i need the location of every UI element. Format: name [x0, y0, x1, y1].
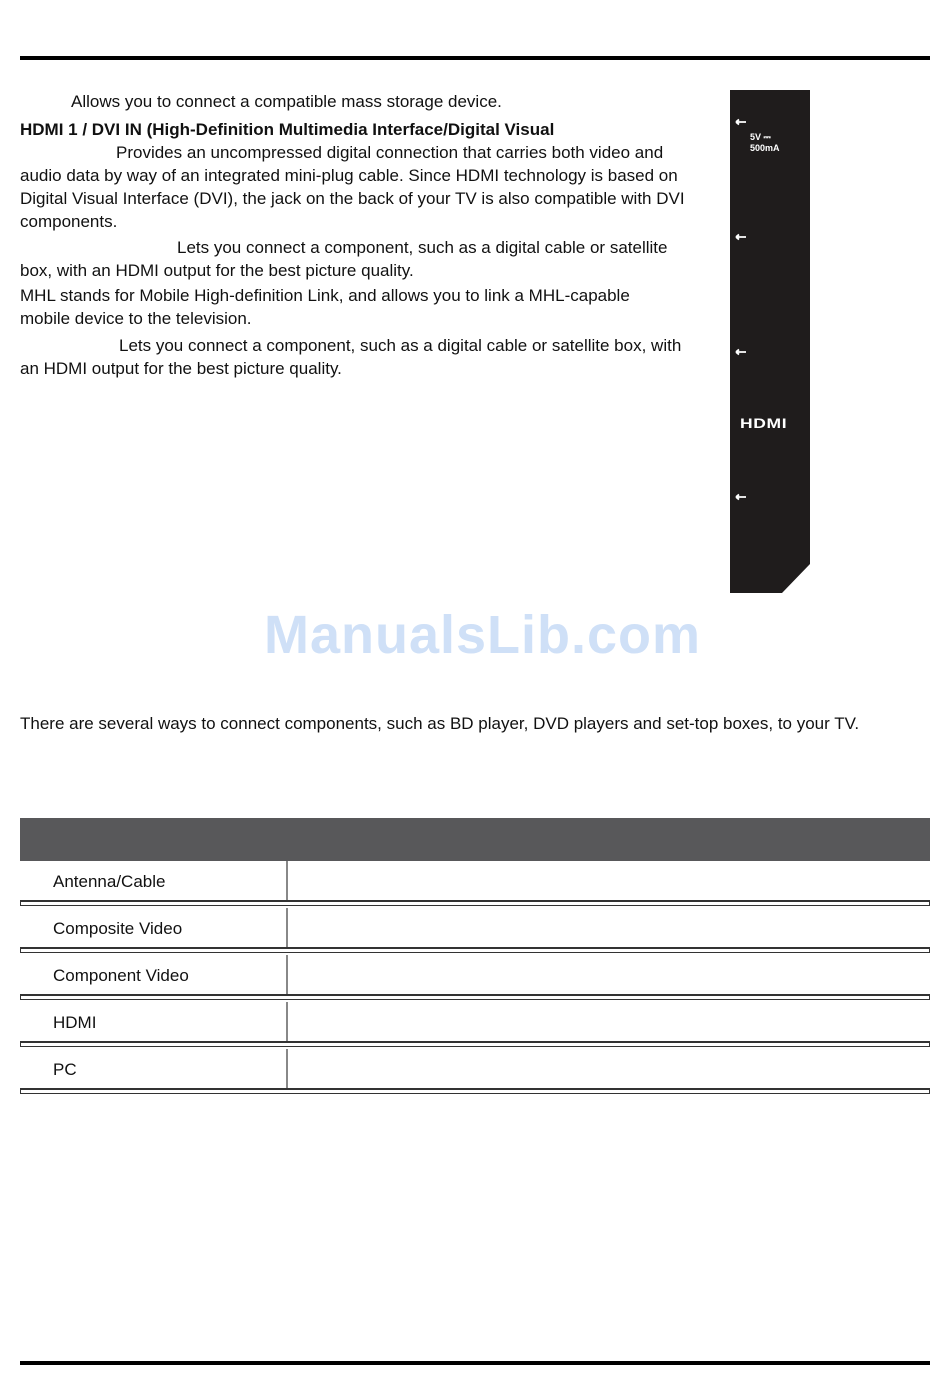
hdmi1-description: Provides an uncompressed digital connection that carries both video and audio data by way of an integrated mini-plug cable. Since HDMI technology is based on Digital Visual Interface (DVI), the jack on the back of your TV is also compatible with DVI components.: [20, 143, 685, 231]
hdmi3-description: Lets you connect a component, such as a digital cable or satellite box, with an HDMI output for the best picture quality.: [20, 336, 682, 378]
column-divider: [286, 955, 288, 994]
usb-port-arrow-icon: [735, 118, 747, 126]
column-divider: [286, 1002, 288, 1041]
bottom-rule: [20, 1361, 930, 1365]
row-separator: [20, 947, 930, 953]
row-label-component-video: Component Video: [53, 966, 189, 985]
row-separator: [20, 900, 930, 906]
watermark: ManualsLib.com: [263, 605, 702, 665]
mhl-description: MHL stands for Mobile High-definition Link, and allows you to link a MHL-capable mobile device to the television.: [20, 286, 630, 328]
table-row: [20, 955, 930, 994]
table-row: [20, 908, 930, 947]
column-divider: [286, 908, 288, 947]
table-row: [20, 1049, 930, 1088]
usb-voltage-label: 5V ⎓: [750, 132, 771, 142]
connection-type-table: [20, 818, 930, 1096]
row-label-pc: PC: [53, 1060, 77, 1079]
row-separator: [20, 994, 930, 1000]
row-label-antenna-cable: Antenna/Cable: [53, 872, 166, 891]
row-label-composite-video: Composite Video: [53, 919, 183, 938]
hdmi-logo: HDMI: [740, 415, 788, 431]
table-row: [20, 1002, 930, 1041]
table-row: [20, 861, 930, 900]
row-separator: [20, 1088, 930, 1094]
table-header: [20, 818, 930, 861]
column-divider: [286, 861, 288, 900]
row-label-hdmi: HDMI: [53, 1013, 97, 1032]
connections-intro: There are several ways to connect components, such as BD player, DVD players and set-top boxes, to your TV.: [20, 714, 860, 733]
row-separator: [20, 1041, 930, 1047]
hdmi2-port-arrow-icon: [735, 348, 747, 356]
hdmi3-port-arrow-icon: [735, 493, 747, 501]
usb-description: Allows you to connect a compatible mass storage device.: [71, 92, 502, 111]
hdmi1-heading: HDMI 1 / DVI IN (High-Definition Multimedia Interface/Digital Visual: [20, 120, 555, 139]
tv-side-panel-illustration: [730, 90, 810, 593]
top-rule: [20, 56, 930, 60]
panel-shape: [730, 90, 810, 593]
usb-current-label: 500mA: [750, 143, 780, 153]
column-divider: [286, 1049, 288, 1088]
hdmi2-description: Lets you connect a component, such as a digital cable or satellite box, with an HDMI output for the best picture quality.: [20, 238, 668, 280]
hdmi1-port-arrow-icon: [735, 233, 747, 241]
